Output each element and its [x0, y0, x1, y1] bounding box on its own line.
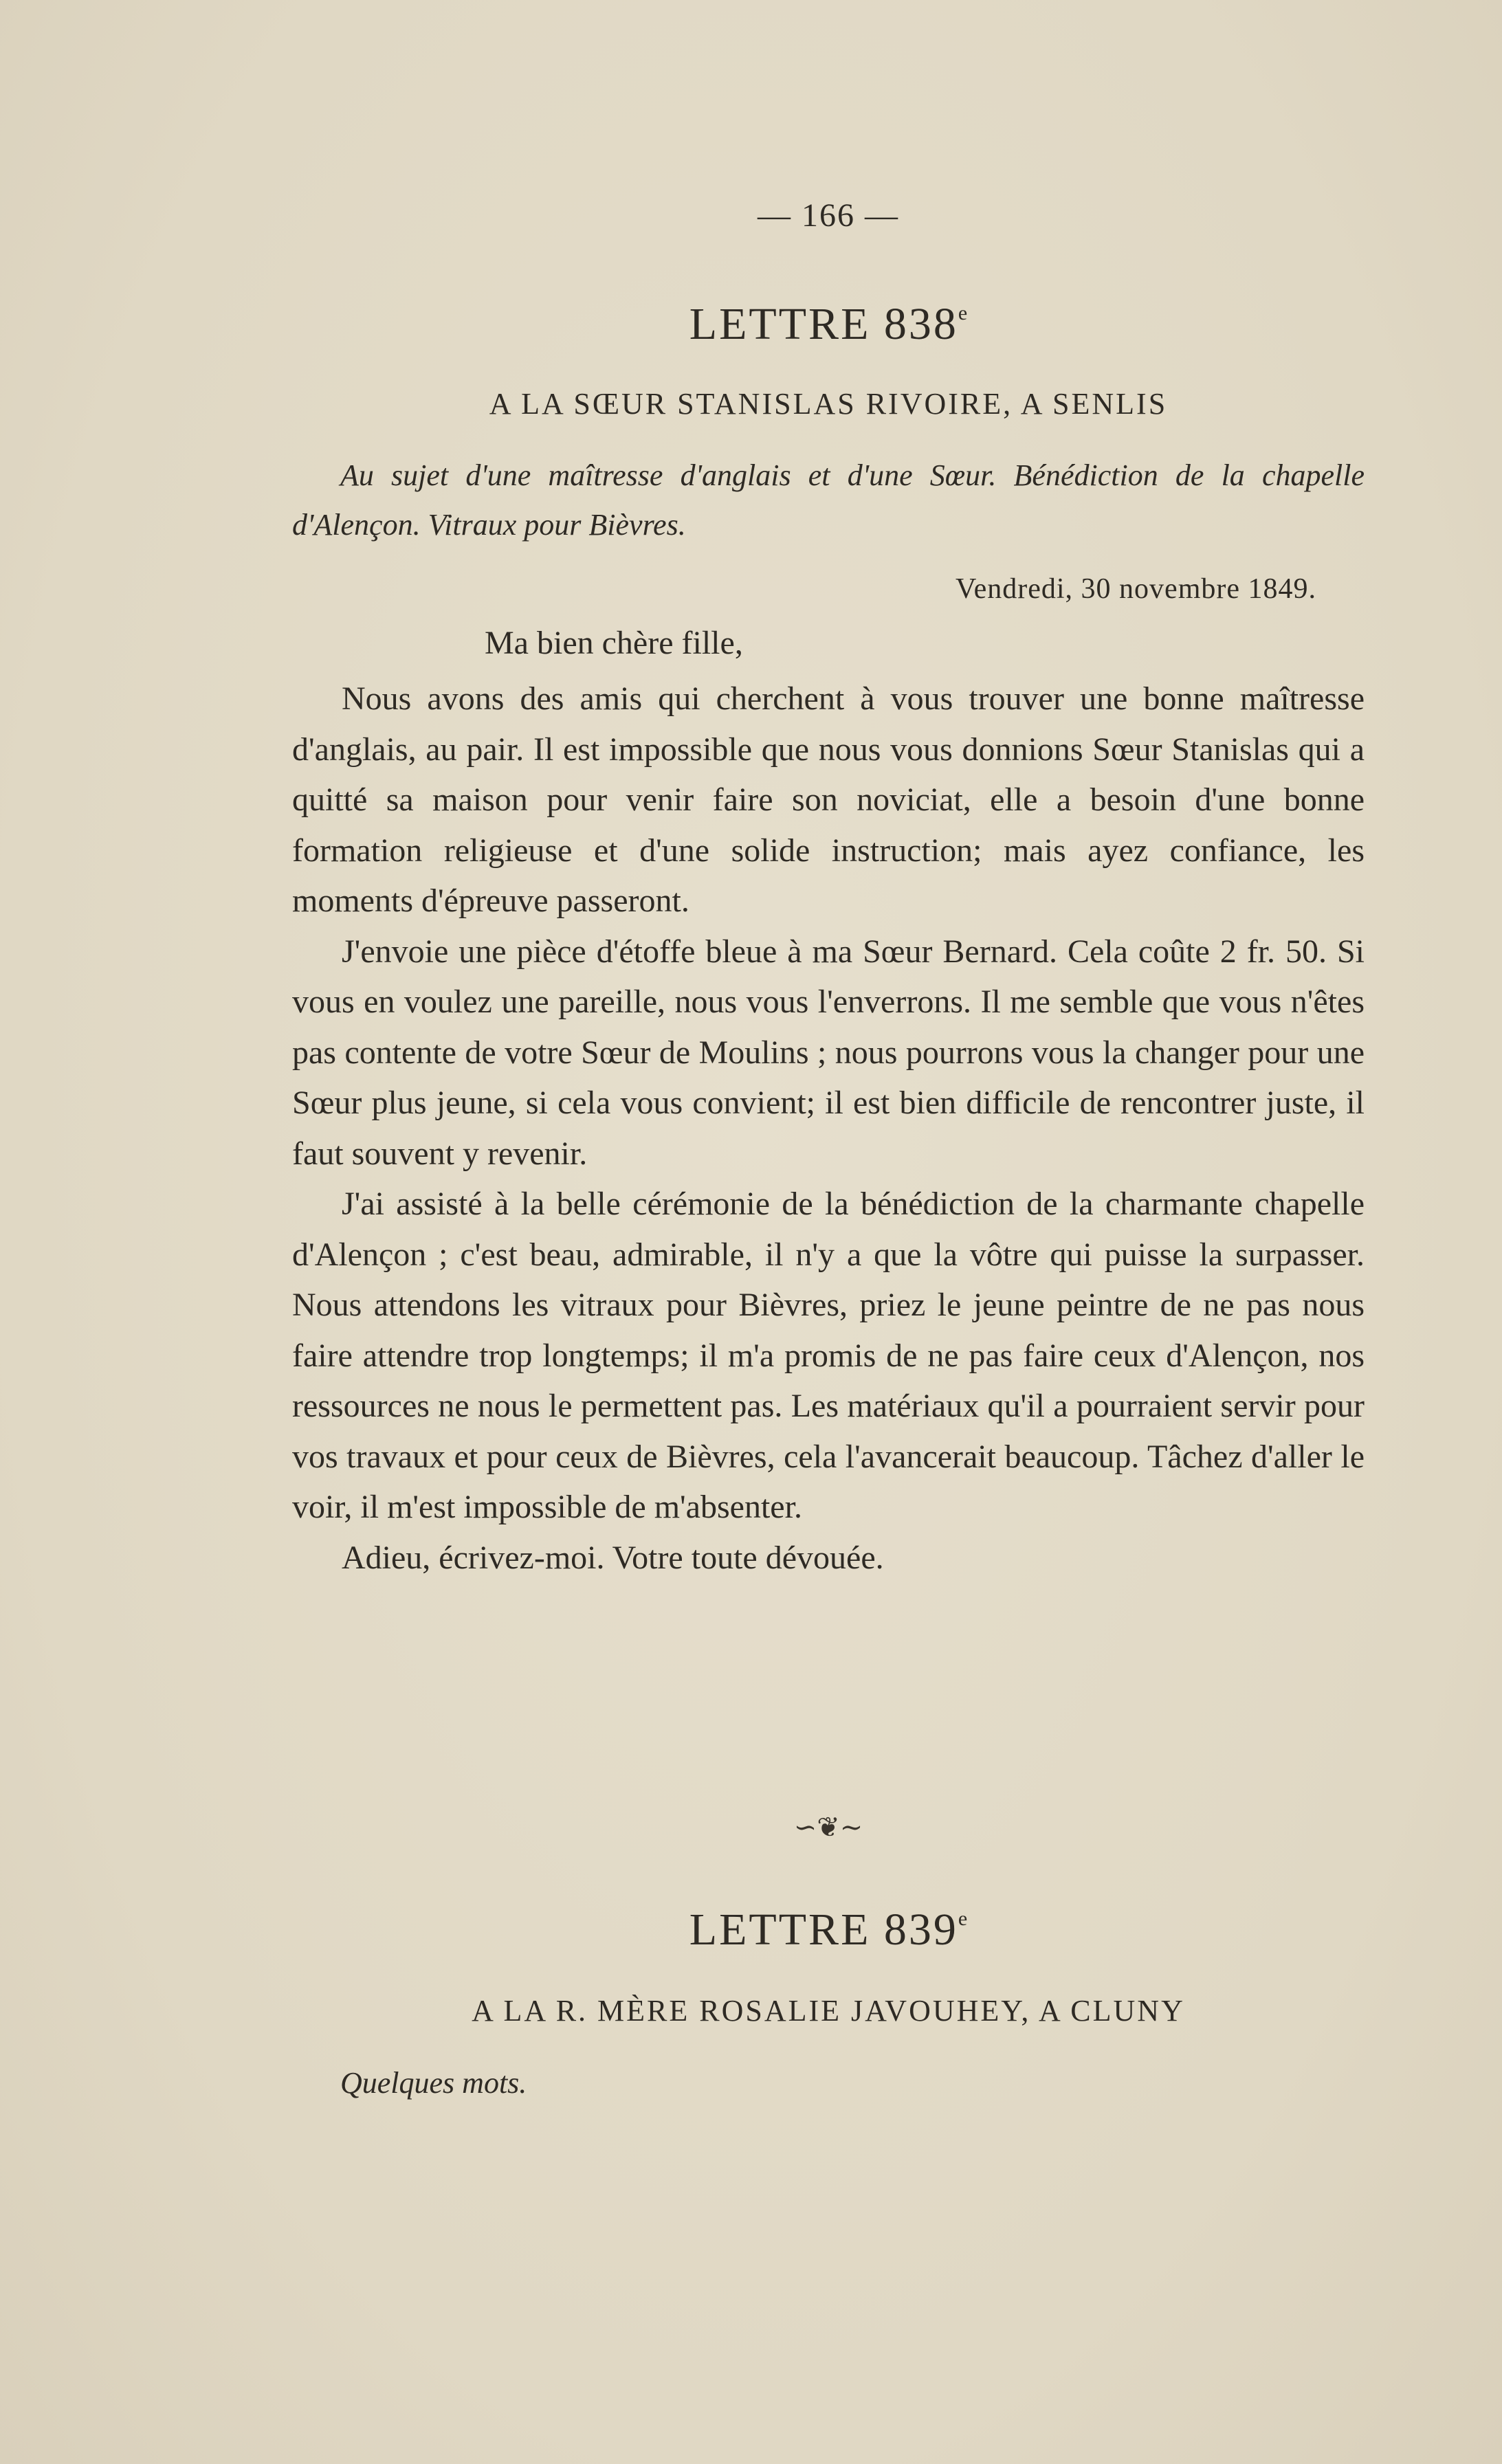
letter-838-salutation: Ma bien chère fille, — [485, 625, 743, 661]
letter-839-title — [292, 1904, 1365, 1956]
letter-838-paragraph-3: J'ai assisté à la belle cérémonie de la bénédiction de la charmante chapelle d'Alençon ; c'est beau, admirable, il n'y a que la vôtre qui puisse la surpasser. Nous attendons les vitraux pour Bièvres, priez le jeune peintre de ne pas nous faire attendre trop longtemps; il m'a promis de ne pas faire ceux d'Alençon, nos ressources ne nous le permettent pas. Les matériaux qu'il a pourraient servir pour vos travaux et pour ceux de Bièvres, cela l'avancerait beaucoup. Tâchez d'aller le voir, il m'est impossible de m'absenter. — [292, 1186, 1365, 1525]
letter-838-date: Vendredi, 30 novembre 1849. — [955, 573, 1316, 605]
letter-839-summary: Quelques mots. — [340, 2066, 527, 2100]
page-number: — 166 — — [758, 197, 899, 234]
letter-838-summary: Au sujet d'une maîtresse d'anglais et d'une Sœur. Bénédiction de la chapelle d'Alençon. Vitraux pour Bièvres. — [292, 458, 1365, 542]
fleuron-ornament-icon: ∽❦∼ — [793, 1812, 863, 1843]
letter-838-paragraph-2: J'envoie une pièce d'étoffe bleue à ma Sœur Bernard. Cela coûte 2 fr. 50. Si vous en voulez une pareille, nous vous l'enverrons. Il me semble que vous n'êtes pas contente de votre Sœur de Moulins ; nous pourrons vous la changer pour une Sœur plus jeune, si cela vous convient; il est bien difficile de rencontrer juste, il faut souvent y revenir. — [292, 933, 1365, 1172]
letter-838-title-superscript: e — [958, 302, 968, 324]
letter-838-addressee: A LA SŒUR STANISLAS RIVOIRE, A SENLIS — [489, 387, 1168, 421]
letter-838-title-text: LETTRE 838 — [689, 299, 958, 349]
letter-838-title — [292, 298, 1365, 351]
letter-838-paragraph-4: Adieu, écrivez-moi. Votre toute dévouée. — [342, 1539, 884, 1576]
letter-839-title-text: LETTRE 839 — [689, 1905, 958, 1955]
letter-839-addressee: A LA R. MÈRE ROSALIE JAVOUHEY, A CLUNY — [472, 1994, 1185, 2028]
letter-838-body — [292, 674, 1365, 1583]
letter-838-paragraph-1: Nous avons des amis qui cherchent à vous trouver une bonne maîtresse d'anglais, au pair. Il est impossible que nous vous donnions Sœur Stanislas qui a quitté sa maison pour venir faire son noviciat, elle a besoin d'une bonne formation religieuse et d'une solide instruction; mais ayez confiance, les moments d'épreuve passeront. — [292, 680, 1365, 919]
letter-839-title-superscript: e — [958, 1907, 968, 1930]
